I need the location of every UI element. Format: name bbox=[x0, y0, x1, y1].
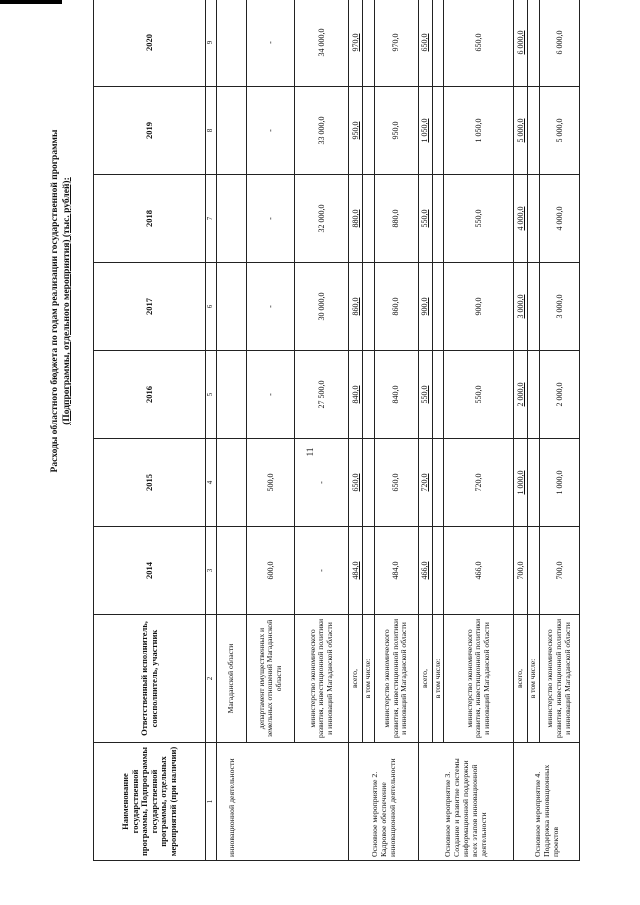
value-cell: 550,0 bbox=[418, 351, 432, 439]
row-executor: департамент имущественных и земельных отношений Магаданской области bbox=[247, 615, 295, 743]
value-cell: 720,0 bbox=[418, 439, 432, 527]
header-executor: Ответственный исполнитель, соисполнитель, участник bbox=[94, 615, 206, 743]
row-executor: министерство экономического развития, инвестиционной политики и инноваций Магаданской области bbox=[444, 615, 514, 743]
value-cell: 484,0 bbox=[349, 527, 363, 615]
value-cell: 33 000,0 bbox=[295, 87, 349, 175]
row-executor: в том числе: bbox=[528, 615, 540, 743]
value-cell bbox=[217, 439, 247, 527]
value-cell: 700,0 bbox=[539, 527, 579, 615]
value-cell bbox=[528, 263, 540, 351]
value-cell bbox=[363, 175, 375, 263]
value-cell: 3 000,0 bbox=[539, 263, 579, 351]
value-cell bbox=[528, 87, 540, 175]
column-number: 2 bbox=[206, 615, 217, 743]
value-cell bbox=[363, 0, 375, 87]
value-cell: 2 000,0 bbox=[539, 351, 579, 439]
table-row bbox=[514, 0, 528, 861]
value-cell bbox=[217, 0, 247, 87]
value-cell: 6 000,0 bbox=[514, 0, 528, 87]
table-row bbox=[418, 0, 432, 861]
page-number: 11 bbox=[305, 447, 315, 457]
value-cell bbox=[363, 263, 375, 351]
table-row bbox=[374, 0, 418, 861]
value-cell: - bbox=[295, 439, 349, 527]
header-year-2015: 2015 bbox=[94, 439, 206, 527]
value-cell: 950,0 bbox=[349, 87, 363, 175]
value-cell bbox=[217, 175, 247, 263]
row-name: Основное мероприятие 3. Создание и развитие системы информационной поддержки всех этапов инновационной деятельности bbox=[418, 743, 514, 861]
value-cell: 32 000,0 bbox=[295, 175, 349, 263]
header-year-2020: 2020 bbox=[94, 0, 206, 87]
header-year-2014: 2014 bbox=[94, 527, 206, 615]
value-cell bbox=[363, 351, 375, 439]
value-cell: 950,0 bbox=[374, 87, 418, 175]
row-name bbox=[247, 743, 295, 861]
table-heading bbox=[49, 1, 93, 601]
value-cell: 34 000,0 bbox=[295, 0, 349, 87]
value-cell bbox=[528, 0, 540, 87]
row-executor: всего, bbox=[514, 615, 528, 743]
value-cell bbox=[432, 0, 444, 87]
value-cell: - bbox=[247, 0, 295, 87]
value-cell: 970,0 bbox=[349, 0, 363, 87]
value-cell: 720,0 bbox=[444, 439, 514, 527]
value-cell: 466,0 bbox=[444, 527, 514, 615]
value-cell bbox=[528, 439, 540, 527]
value-cell: 6 000,0 bbox=[539, 0, 579, 87]
value-cell: 860,0 bbox=[349, 263, 363, 351]
header-year-2017: 2017 bbox=[94, 263, 206, 351]
value-cell: 30 000,0 bbox=[295, 263, 349, 351]
value-cell bbox=[432, 87, 444, 175]
table-row bbox=[349, 0, 363, 861]
value-cell: 700,0 bbox=[514, 527, 528, 615]
table-row bbox=[363, 0, 375, 861]
value-cell bbox=[217, 263, 247, 351]
value-cell: 484,0 bbox=[374, 527, 418, 615]
value-cell: 500,0 bbox=[247, 439, 295, 527]
column-number-row bbox=[206, 0, 217, 861]
value-cell: 880,0 bbox=[374, 175, 418, 263]
table-row bbox=[528, 0, 540, 861]
value-cell: 1 000,0 bbox=[539, 439, 579, 527]
value-cell: 550,0 bbox=[444, 175, 514, 263]
value-cell bbox=[432, 527, 444, 615]
column-number: 3 bbox=[206, 527, 217, 615]
value-cell: 550,0 bbox=[418, 175, 432, 263]
value-cell bbox=[432, 175, 444, 263]
expenses-table bbox=[93, 0, 580, 861]
table-row bbox=[444, 0, 514, 861]
header-year-2018: 2018 bbox=[94, 175, 206, 263]
row-executor: министерство экономического развития, инвестиционной политики и инноваций Магаданской области bbox=[374, 615, 418, 743]
row-executor: всего, bbox=[349, 615, 363, 743]
column-number: 5 bbox=[206, 351, 217, 439]
column-number: 1 bbox=[206, 743, 217, 861]
value-cell: 1 050,0 bbox=[444, 87, 514, 175]
value-cell bbox=[363, 527, 375, 615]
value-cell bbox=[528, 527, 540, 615]
value-cell bbox=[432, 351, 444, 439]
row-executor: министерство экономического развития, инвестиционной политики и инноваций Магаданской области bbox=[539, 615, 579, 743]
value-cell: 1 000,0 bbox=[514, 439, 528, 527]
value-cell bbox=[217, 87, 247, 175]
value-cell: 900,0 bbox=[418, 263, 432, 351]
header-year-2019: 2019 bbox=[94, 87, 206, 175]
value-cell: - bbox=[247, 351, 295, 439]
table-row bbox=[295, 0, 349, 861]
value-cell: 840,0 bbox=[349, 351, 363, 439]
row-name: Основное мероприятие 2. Кадровое обеспечение инновационной деятельности bbox=[349, 743, 419, 861]
heading-line-1: Расходы областного бюджета по годам реализации государственной программы bbox=[50, 129, 60, 473]
header-name: Наименование государственной программы, Подпрограммы государственной программы, отдельных мероприятий (при наличии) bbox=[94, 743, 206, 861]
value-cell: 840,0 bbox=[374, 351, 418, 439]
value-cell: 2 000,0 bbox=[514, 351, 528, 439]
value-cell: 27 500,0 bbox=[295, 351, 349, 439]
row-name bbox=[295, 743, 349, 861]
column-number: 9 bbox=[206, 0, 217, 87]
table-row bbox=[539, 0, 579, 861]
value-cell: 5 000,0 bbox=[514, 87, 528, 175]
value-cell bbox=[363, 439, 375, 527]
column-number: 4 bbox=[206, 439, 217, 527]
value-cell: - bbox=[247, 87, 295, 175]
value-cell: - bbox=[295, 527, 349, 615]
value-cell: - bbox=[247, 175, 295, 263]
value-cell: 5 000,0 bbox=[539, 87, 579, 175]
value-cell: 4 000,0 bbox=[539, 175, 579, 263]
value-cell: 1 050,0 bbox=[418, 87, 432, 175]
value-cell: 4 000,0 bbox=[514, 175, 528, 263]
value-cell: 466,0 bbox=[418, 527, 432, 615]
value-cell: 3 000,0 bbox=[514, 263, 528, 351]
value-cell bbox=[432, 439, 444, 527]
value-cell: 550,0 bbox=[444, 351, 514, 439]
rotated-page bbox=[49, 1, 572, 861]
row-executor: всего, bbox=[418, 615, 432, 743]
column-number: 7 bbox=[206, 175, 217, 263]
table-row bbox=[217, 0, 247, 861]
table-row bbox=[247, 0, 295, 861]
value-cell: 650,0 bbox=[349, 439, 363, 527]
value-cell: 880,0 bbox=[349, 175, 363, 263]
value-cell bbox=[432, 263, 444, 351]
value-cell: - bbox=[247, 263, 295, 351]
header-year-2016: 2016 bbox=[94, 351, 206, 439]
value-cell: 860,0 bbox=[374, 263, 418, 351]
row-executor: в том числе: bbox=[363, 615, 375, 743]
value-cell: 600,0 bbox=[247, 527, 295, 615]
table-row bbox=[432, 0, 444, 861]
value-cell: 650,0 bbox=[374, 439, 418, 527]
value-cell bbox=[217, 527, 247, 615]
value-cell bbox=[528, 351, 540, 439]
value-cell bbox=[528, 175, 540, 263]
row-executor: в том числе: bbox=[432, 615, 444, 743]
value-cell: 970,0 bbox=[374, 0, 418, 87]
row-name: Основное мероприятие 4. Поддержка инновационных проектов bbox=[514, 743, 580, 861]
value-cell: 650,0 bbox=[444, 0, 514, 87]
column-number: 6 bbox=[206, 263, 217, 351]
value-cell: 650,0 bbox=[418, 0, 432, 87]
value-cell bbox=[363, 87, 375, 175]
column-number: 8 bbox=[206, 87, 217, 175]
heading-line-2: (Подпрограммы, отдельного мероприятия) (тыс. рублей): bbox=[62, 177, 72, 425]
row-executor: министерство экономического развития, инвестиционной политики и инноваций Магаданской области bbox=[295, 615, 349, 743]
value-cell bbox=[217, 351, 247, 439]
header-row bbox=[94, 0, 206, 861]
row-name: инновационной деятельности bbox=[217, 743, 247, 861]
row-executor: Магаданской области bbox=[217, 615, 247, 743]
value-cell: 900,0 bbox=[444, 263, 514, 351]
